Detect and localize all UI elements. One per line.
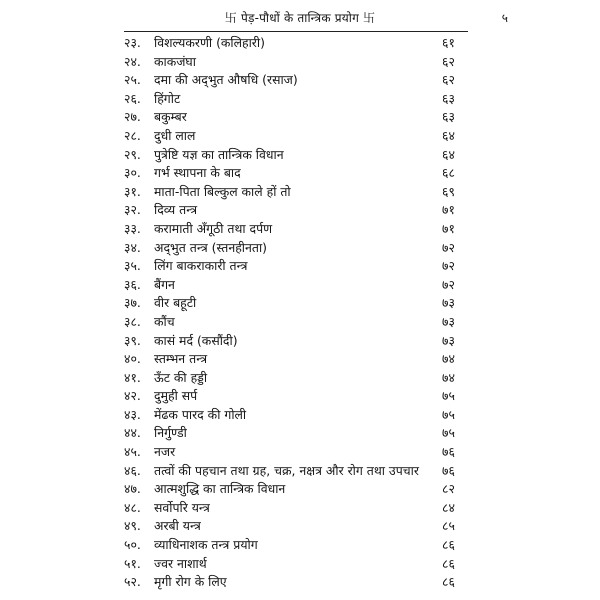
toc-entry	[124, 239, 470, 258]
toc-entry-title: ज्वर नाशार्थ	[154, 555, 207, 571]
toc-entry-page: ६२	[442, 53, 455, 69]
toc-entry	[124, 127, 470, 146]
toc-entry-page: ७२	[442, 276, 455, 292]
toc-entry-page: ८६	[442, 555, 455, 571]
toc-entry-page: ७२	[442, 258, 455, 274]
toc-entry-page: ६२	[442, 72, 455, 88]
toc-entry-number: ५१.	[124, 555, 141, 571]
toc-entry-number: २५.	[124, 72, 141, 88]
toc-entry-page: ७२	[442, 239, 455, 255]
toc-entry	[124, 108, 470, 127]
toc-entry	[124, 555, 470, 574]
page-header	[0, 8, 600, 30]
toc-entry-title: व्याधिनाशक तन्त्र प्रयोग	[154, 537, 258, 553]
toc-entry-title: दिव्य तन्त्र	[154, 202, 198, 218]
toc-entry-number: ३८.	[124, 313, 141, 329]
toc-entry	[124, 201, 470, 220]
toc-entry-number: ४१.	[124, 369, 141, 385]
toc-entry-title: नजर	[154, 444, 176, 460]
toc-entry	[124, 276, 470, 295]
toc-entry-page: ६९	[442, 183, 455, 199]
toc-entry-number: ३१.	[124, 183, 141, 199]
toc-entry-page: ७३	[442, 295, 455, 311]
toc-entry-number: ४२.	[124, 388, 141, 404]
toc-entry	[124, 462, 470, 481]
toc-entry-title: लिंग बाकराकारी तन्त्र	[154, 258, 248, 274]
toc-entry-number: २७.	[124, 109, 141, 125]
toc-entry	[124, 53, 470, 72]
toc-entry	[124, 164, 470, 183]
toc-entry-number: ४४.	[124, 425, 141, 441]
toc-entry-number: २६.	[124, 90, 141, 106]
toc-entry-title: काकजंघा	[154, 53, 196, 69]
toc-entry-number: ५०.	[124, 537, 141, 553]
toc-entry-title: कासं मर्द (कसौंदी)	[154, 332, 238, 348]
toc-entry	[124, 517, 470, 536]
toc-entry-page: ७३	[442, 313, 455, 329]
toc-entry	[124, 34, 470, 53]
toc-entry-number: २९.	[124, 146, 141, 162]
toc-entry	[124, 294, 470, 313]
toc-entry-number: ३७.	[124, 295, 141, 311]
toc-entry-page: ८६	[442, 574, 455, 590]
page-number: ५	[501, 11, 508, 25]
toc-entry-title: दुमुही सर्प	[154, 388, 198, 404]
toc-entry-title: सर्वोपरि यन्त्र	[154, 499, 210, 515]
toc-entry-page: ८४	[442, 499, 455, 515]
toc-entry-number: ४७.	[124, 481, 141, 497]
toc-entry-page: ८५	[442, 518, 455, 534]
toc-entry-page: ७६	[442, 444, 455, 460]
toc-entry	[124, 350, 470, 369]
toc-entry	[124, 220, 470, 239]
toc-entry-number: ४५.	[124, 444, 141, 460]
toc-entry-number: ५२.	[124, 574, 141, 590]
toc-entry-title: पुत्रेष्टि यज्ञ का तान्त्रिक विधान	[154, 146, 284, 162]
toc-entry-title: बकुम्बर	[154, 109, 187, 125]
toc-entry-title: मृगी रोग के लिए	[154, 574, 227, 590]
toc-entry-page: ७५	[442, 425, 455, 441]
toc-entry-page: ८६	[442, 537, 455, 553]
toc-entry-title: ऊँट की हड्डी	[154, 369, 208, 385]
toc-entry-title: विशल्यकरणी (कलिहारी)	[154, 35, 265, 50]
toc-entry	[124, 71, 470, 90]
toc-entry-page: ७१	[442, 202, 455, 218]
toc-entry-number: ४९.	[124, 518, 141, 534]
toc-entry-number: ३९.	[124, 332, 141, 348]
toc-entry-title: तत्वों की पहचान तथा ग्रह, चक्र, नक्षत्र और रोग तथा उपचार	[154, 462, 419, 478]
toc-entry-page: ७१	[442, 220, 455, 236]
toc-entry-page: ७५	[442, 388, 455, 404]
toc-entry-number: ३३.	[124, 220, 141, 236]
toc-entry-title: अरबी यन्त्र	[154, 518, 201, 534]
toc-entry-title: माता-पिता बिल्कुल काले हों तो	[154, 183, 291, 199]
toc-entry-number: ३०.	[124, 165, 141, 181]
toc-entry-title: वीर बहूटी	[154, 295, 197, 311]
toc-entry-number: ४८.	[124, 499, 141, 515]
toc-entry-page: ६८	[442, 165, 455, 181]
toc-entry-title: निर्गुण्डी	[154, 425, 187, 441]
toc-entry-title: स्तम्भन तन्त्र	[154, 351, 208, 367]
toc-entry	[124, 424, 470, 443]
toc-entry-page: ७४	[442, 369, 455, 385]
toc-entry	[124, 573, 470, 592]
toc-entry	[124, 406, 470, 425]
toc-entry-page: ७४	[442, 351, 455, 367]
toc-entry	[124, 183, 470, 202]
toc-entry-page: ६३	[442, 90, 455, 106]
toc-entry-page: ६४	[442, 127, 455, 143]
toc-entry-title: करामाती अँगूठी तथा दर्पण	[154, 220, 273, 236]
toc-entry-number: २८.	[124, 127, 141, 143]
toc-entry-number: ३२.	[124, 202, 141, 218]
toc-entry-number: २३.	[124, 35, 141, 50]
toc-entry-page: ७५	[442, 406, 455, 422]
toc-entry	[124, 90, 470, 109]
toc-entry	[124, 499, 470, 518]
toc-entry-title: अद्‌भुत तन्त्र (स्तनहीनता)	[154, 239, 267, 255]
toc-entry-title: दुधी लाल	[154, 127, 196, 143]
toc-entry	[124, 369, 470, 388]
toc-entry	[124, 332, 470, 351]
toc-entry-page: ६४	[442, 146, 455, 162]
toc-entry-page: ७६	[442, 462, 455, 478]
toc-entry-title: आत्मशुद्धि का तान्त्रिक विधान	[154, 481, 286, 497]
toc-entry-page: ६३	[442, 109, 455, 125]
toc-entry	[124, 480, 470, 499]
toc-entry-title: हिंगोट	[154, 90, 181, 106]
table-of-contents	[124, 34, 470, 592]
toc-entry-number: २४.	[124, 53, 141, 69]
toc-entry-title: मेंढक पारद की गोली	[154, 406, 247, 422]
toc-entry-number: ४६.	[124, 462, 141, 478]
toc-entry	[124, 257, 470, 276]
toc-entry-title: बैंगन	[154, 276, 175, 292]
toc-entry-number: ३४.	[124, 239, 141, 255]
toc-entry	[124, 313, 470, 332]
toc-entry-page: ८२	[442, 481, 455, 497]
toc-entry	[124, 443, 470, 462]
toc-entry-page: ६१	[442, 35, 455, 50]
toc-entry-number: ३५.	[124, 258, 141, 274]
toc-entry	[124, 146, 470, 165]
header-divider	[124, 31, 468, 32]
toc-entry	[124, 387, 470, 406]
toc-entry-title: गर्भ स्थापना के बाद	[154, 165, 241, 181]
running-title: 卐 पेड़-पौधों के तान्त्रिक प्रयोग 卐	[224, 11, 376, 25]
toc-entry-title: कौंच	[154, 313, 175, 329]
toc-entry-number: ४०.	[124, 351, 141, 367]
toc-entry-number: ३६.	[124, 276, 141, 292]
toc-entry-number: ४३.	[124, 406, 141, 422]
toc-entry-page: ७३	[442, 332, 455, 348]
toc-entry-title: दमा की अद्‌भुत औषधि (रसाज)	[154, 72, 298, 88]
toc-entry	[124, 536, 470, 555]
